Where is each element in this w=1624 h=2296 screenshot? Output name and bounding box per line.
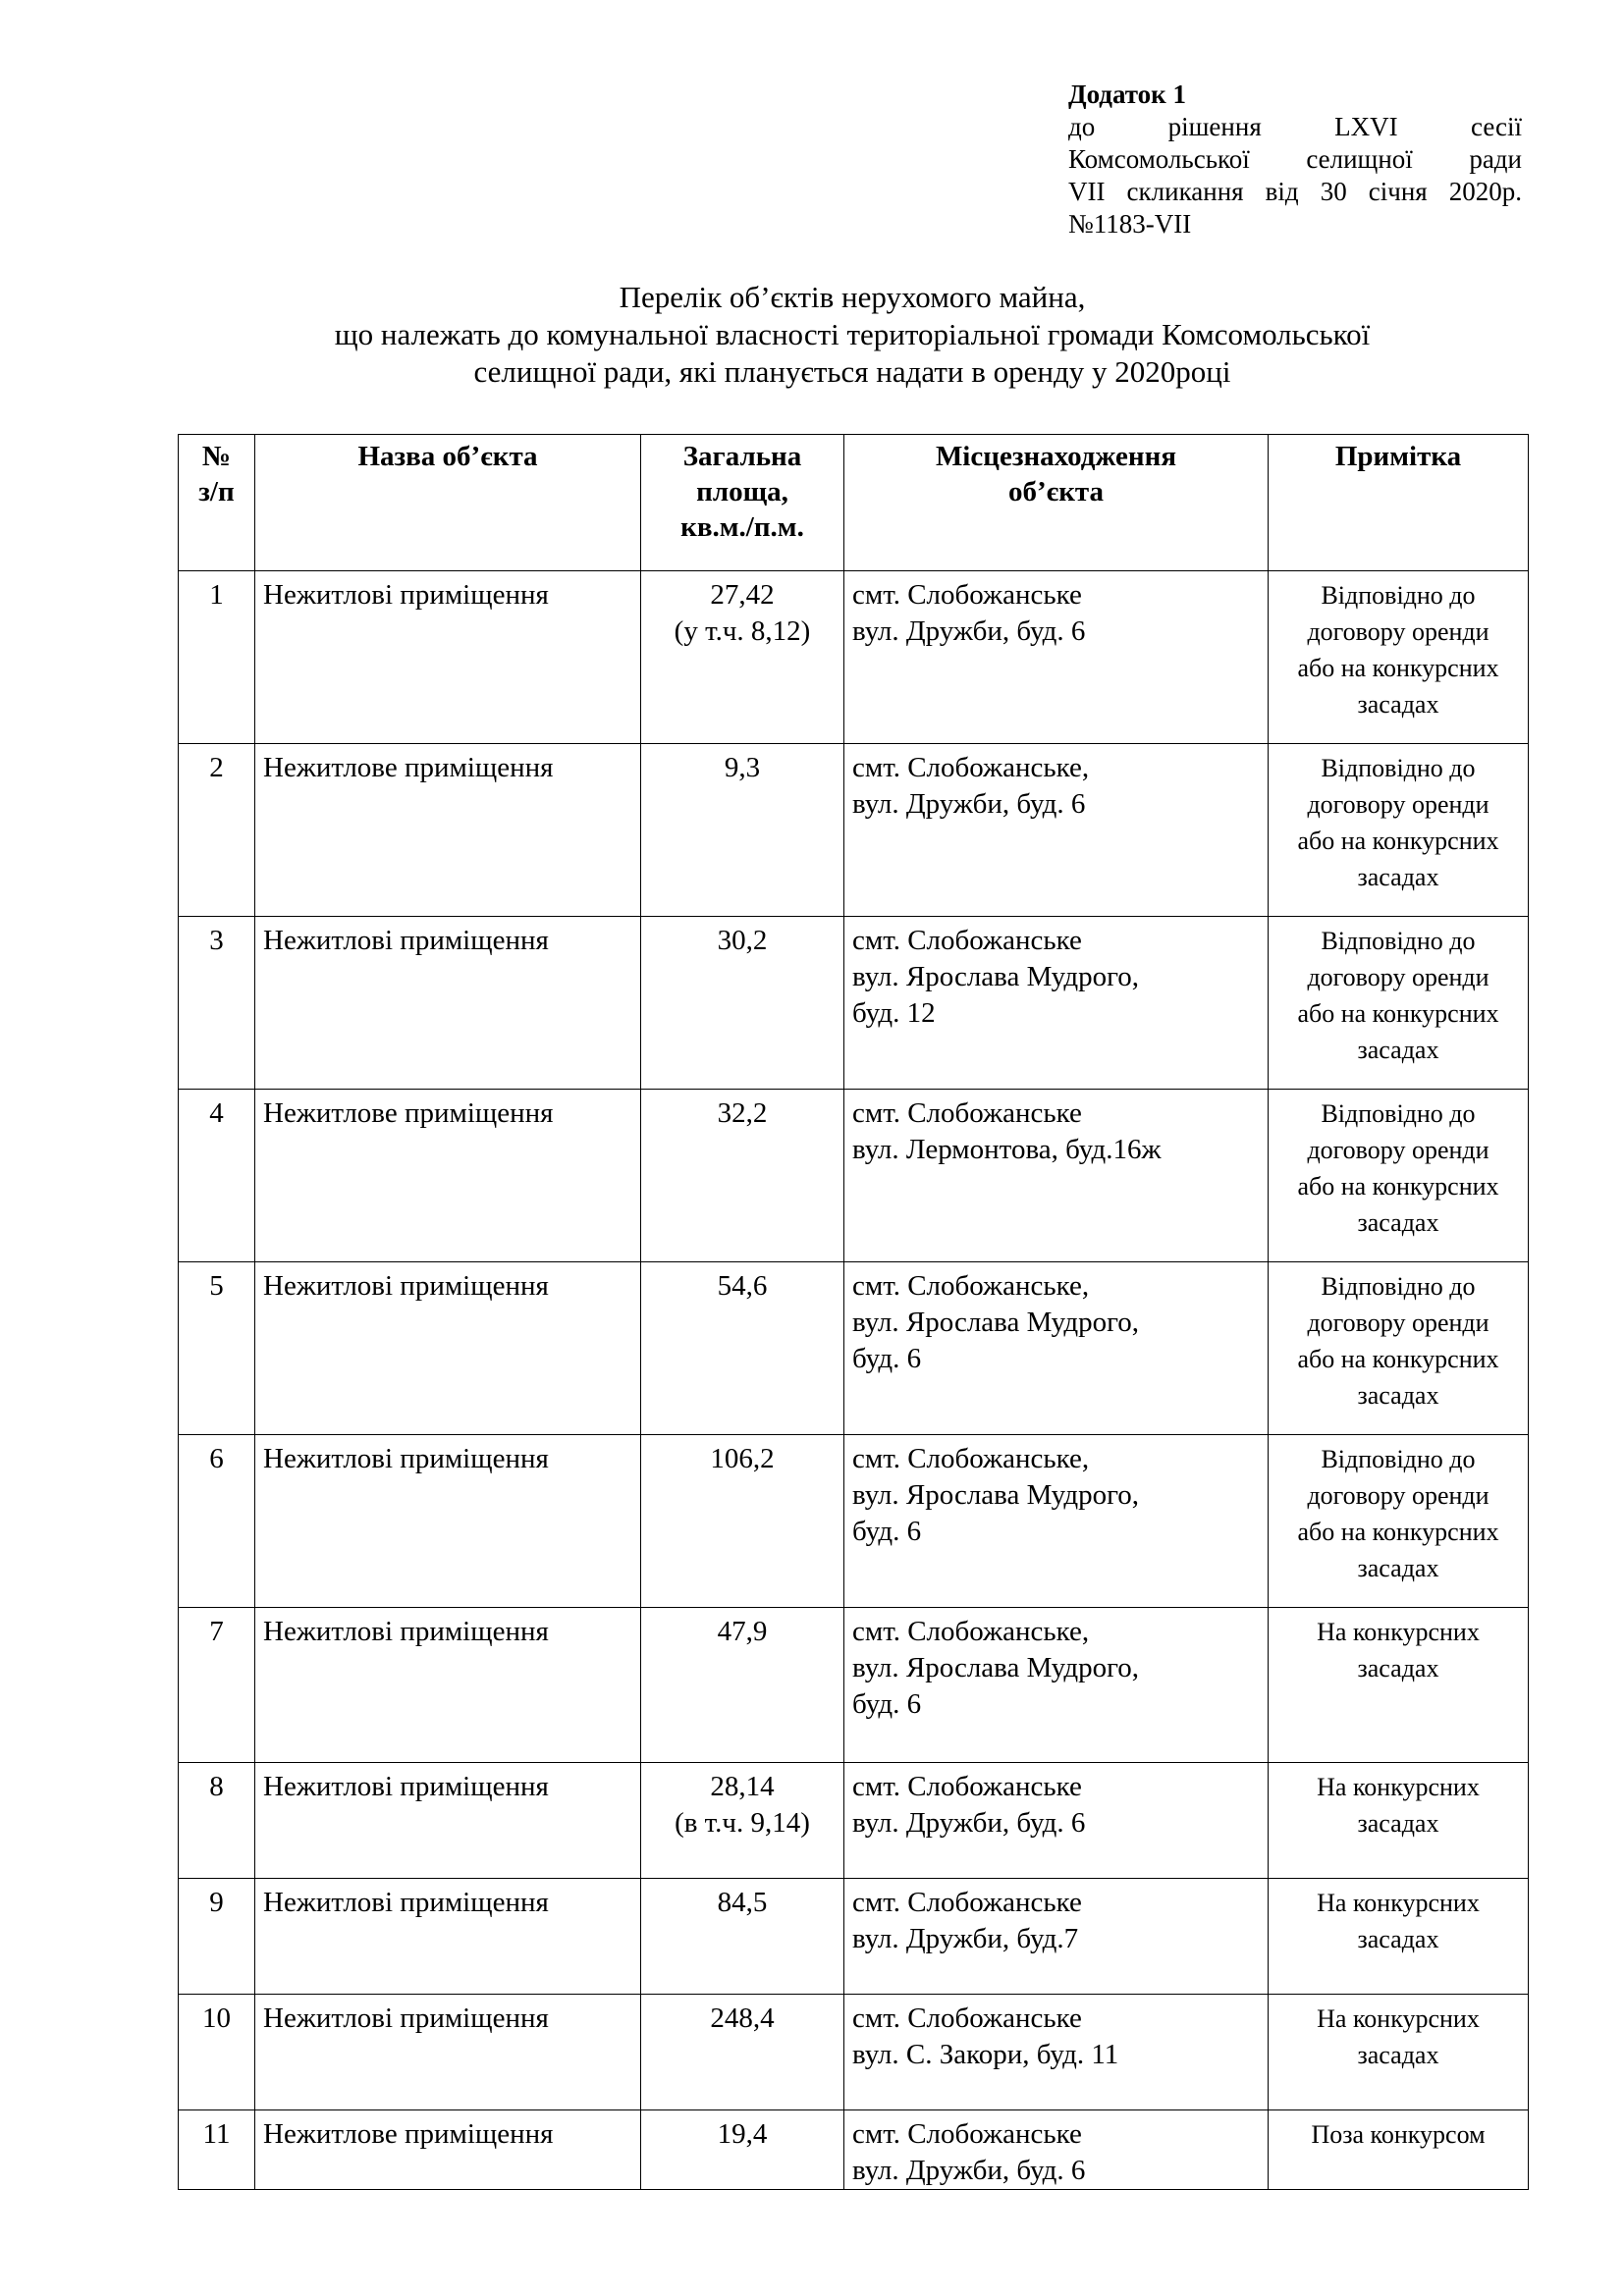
cell-location: смт. Слобожанське, вул. Ярослава Мудрого, буд. 6 xyxy=(844,1435,1269,1608)
cell-number: 1 xyxy=(179,571,255,744)
title-line: що належать до комунальної власності територіальної громади Комсомольської xyxy=(334,317,1371,351)
cell-name: Нежитлові приміщення xyxy=(255,1763,641,1879)
table-row xyxy=(179,1090,1529,1262)
cell-note: На конкурсних засадах xyxy=(1269,1608,1529,1763)
table-header-row xyxy=(179,435,1529,571)
cell-name: Нежитлові приміщення xyxy=(255,1435,641,1608)
table-row xyxy=(179,571,1529,744)
cell-number: 6 xyxy=(179,1435,255,1608)
cell-note: Поза конкурсом xyxy=(1269,2110,1529,2190)
cell-name: Нежитлові приміщення xyxy=(255,1995,641,2110)
annex-line: Комсомольської селищної ради xyxy=(1068,144,1522,174)
header-name: Назва об’єкта xyxy=(255,435,641,571)
cell-number: 10 xyxy=(179,1995,255,2110)
cell-name: Нежитлові приміщення xyxy=(255,1608,641,1763)
cell-location: смт. Слобожанське вул. Дружби, буд.7 xyxy=(844,1879,1269,1995)
cell-note: Відповідно до договору оренди або на конкурсних засадах xyxy=(1269,917,1529,1090)
table-row xyxy=(179,1995,1529,2110)
cell-area: 9,3 xyxy=(641,744,844,917)
cell-name: Нежитлові приміщення xyxy=(255,571,641,744)
cell-area: 32,2 xyxy=(641,1090,844,1262)
cell-area: 47,9 xyxy=(641,1608,844,1763)
cell-name: Нежитлові приміщення xyxy=(255,1879,641,1995)
table-row xyxy=(179,2110,1529,2190)
cell-name: Нежитлові приміщення xyxy=(255,917,641,1090)
cell-number: 2 xyxy=(179,744,255,917)
table-row xyxy=(179,744,1529,917)
annex-line: до рішення LXVI сесії xyxy=(1068,112,1522,141)
cell-location: смт. Слобожанське вул. Ярослава Мудрого, буд. 12 xyxy=(844,917,1269,1090)
cell-location: смт. Слобожанське, вул. Дружби, буд. 6 xyxy=(844,744,1269,917)
cell-name: Нежитлові приміщення xyxy=(255,1262,641,1435)
document-title xyxy=(177,279,1528,391)
cell-note: Відповідно до договору оренди або на конкурсних засадах xyxy=(1269,1090,1529,1262)
table-row xyxy=(179,1262,1529,1435)
cell-number: 5 xyxy=(179,1262,255,1435)
cell-location: смт. Слобожанське, вул. Ярослава Мудрого, буд. 6 xyxy=(844,1608,1269,1763)
cell-area: 30,2 xyxy=(641,917,844,1090)
annex-decision-number: №1183-VII xyxy=(1068,209,1192,239)
cell-location: смт. Слобожанське вул. С. Закори, буд. 11 xyxy=(844,1995,1269,2110)
cell-note: На конкурсних засадах xyxy=(1269,1763,1529,1879)
cell-area: 106,2 xyxy=(641,1435,844,1608)
table-row xyxy=(179,1608,1529,1763)
cell-note: Відповідно до договору оренди або на конкурсних засадах xyxy=(1269,744,1529,917)
title-line: селищної ради, які планується надати в оренду у 2020році xyxy=(473,354,1231,389)
cell-location: смт. Слобожанське вул. Дружби, буд. 6 xyxy=(844,571,1269,744)
header-location: Місцезнаходження об’єкта xyxy=(844,435,1269,571)
cell-number: 9 xyxy=(179,1879,255,1995)
header-number: № з/п xyxy=(179,435,255,571)
cell-number: 4 xyxy=(179,1090,255,1262)
table-row xyxy=(179,1763,1529,1879)
cell-name: Нежитлове приміщення xyxy=(255,744,641,917)
cell-number: 7 xyxy=(179,1608,255,1763)
annex-title: Додаток 1 xyxy=(1068,80,1186,109)
cell-area: 84,5 xyxy=(641,1879,844,1995)
cell-location: смт. Слобожанське вул. Лермонтова, буд.16ж xyxy=(844,1090,1269,1262)
title-line: Перелік об’єктів нерухомого майна, xyxy=(619,280,1086,314)
table-row xyxy=(179,1879,1529,1995)
cell-location: смт. Слобожанське, вул. Ярослава Мудрого, буд. 6 xyxy=(844,1262,1269,1435)
cell-number: 11 xyxy=(179,2110,255,2190)
cell-note: На конкурсних засадах xyxy=(1269,1995,1529,2110)
cell-name: Нежитлове приміщення xyxy=(255,1090,641,1262)
cell-area: 248,4 xyxy=(641,1995,844,2110)
cell-name: Нежитлове приміщення xyxy=(255,2110,641,2190)
cell-area: 28,14 (в т.ч. 9,14) xyxy=(641,1763,844,1879)
cell-note: Відповідно до договору оренди або на конкурсних засадах xyxy=(1269,1262,1529,1435)
cell-area: 27,42 (у т.ч. 8,12) xyxy=(641,571,844,744)
cell-number: 8 xyxy=(179,1763,255,1879)
property-table xyxy=(178,434,1529,2190)
cell-note: На конкурсних засадах xyxy=(1269,1879,1529,1995)
cell-note: Відповідно до договору оренди або на конкурсних засадах xyxy=(1269,1435,1529,1608)
cell-area: 54,6 xyxy=(641,1262,844,1435)
annex-line: VII скликання від 30 січня 2020р. xyxy=(1068,177,1522,206)
cell-area: 19,4 xyxy=(641,2110,844,2190)
cell-location: смт. Слобожанське вул. Дружби, буд. 6 xyxy=(844,2110,1269,2190)
table-row xyxy=(179,917,1529,1090)
header-note: Примітка xyxy=(1269,435,1529,571)
header-area: Загальна площа, кв.м./п.м. xyxy=(641,435,844,571)
cell-note: Відповідно до договору оренди або на конкурсних засадах xyxy=(1269,571,1529,744)
annex-block xyxy=(1068,79,1522,240)
table-row xyxy=(179,1435,1529,1608)
cell-location: смт. Слобожанське вул. Дружби, буд. 6 xyxy=(844,1763,1269,1879)
cell-number: 3 xyxy=(179,917,255,1090)
